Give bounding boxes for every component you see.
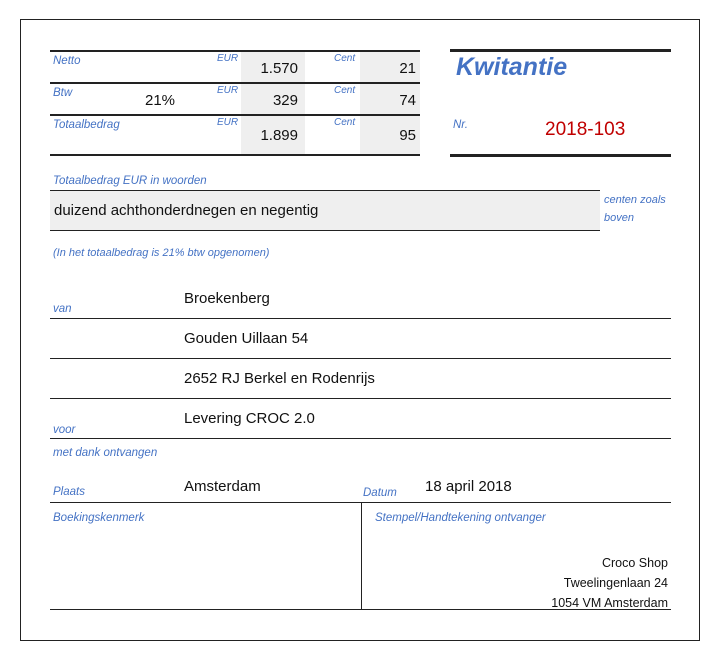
thanks-text: met dank ontvangen xyxy=(53,447,158,459)
page-title: Kwitantie xyxy=(456,53,568,81)
from-line-1: Broekenberg xyxy=(184,290,270,307)
purpose-label: voor xyxy=(53,424,76,436)
from-line-3: 2652 RJ Berkel en Rodenrijs xyxy=(184,370,375,387)
receipt-number: 2018-103 xyxy=(545,119,626,140)
totaal-currency-label: EUR xyxy=(217,117,239,128)
netto-cents: 21 xyxy=(399,60,416,77)
amounts-top-rule xyxy=(50,50,420,52)
netto-currency-label: EUR xyxy=(217,53,239,64)
amounts-rule-2 xyxy=(50,114,420,116)
date-label: Datum xyxy=(363,487,397,499)
cents-note-line1: centen zoals xyxy=(604,194,666,206)
nr-label: Nr. xyxy=(453,119,468,131)
netto-label: Netto xyxy=(53,55,81,67)
btw-currency-label: EUR xyxy=(217,85,239,96)
date-value: 18 april 2018 xyxy=(425,478,512,495)
shop-name: Croco Shop xyxy=(601,556,668,570)
title-bottom-rule xyxy=(450,154,671,157)
from-line-2: Gouden Uillaan 54 xyxy=(184,330,309,347)
words-top-rule xyxy=(50,190,600,191)
amounts-rule-1 xyxy=(50,82,420,84)
stamp-label: Stempel/Handtekening ontvanger xyxy=(375,512,546,524)
totaal-euros: 1.899 xyxy=(260,127,298,144)
place-value: Amsterdam xyxy=(184,478,261,495)
booking-label: Boekingskenmerk xyxy=(53,512,145,524)
totaal-cents: 95 xyxy=(399,127,416,144)
btw-label: Btw xyxy=(53,87,73,99)
shop-city: 1054 VM Amsterdam xyxy=(551,596,668,610)
words-value: duizend achthonderdnegen en negentig xyxy=(54,202,319,219)
purpose-rule xyxy=(50,438,671,439)
shop-street: Tweelingenlaan 24 xyxy=(563,576,668,590)
words-label: Totaalbedrag EUR in woorden xyxy=(53,175,207,187)
btw-cent-label: Cent xyxy=(334,85,356,96)
title-top-rule xyxy=(450,49,671,52)
vat-note: (In het totaalbedrag is 21% btw opgenomen) xyxy=(53,247,270,259)
from-rule-1 xyxy=(50,318,671,319)
purpose-value: Levering CROC 2.0 xyxy=(184,410,315,427)
netto-cent-label: Cent xyxy=(334,53,356,64)
place-label: Plaats xyxy=(53,486,85,498)
netto-euros: 1.570 xyxy=(260,60,298,77)
booking-stamp-divider xyxy=(361,502,362,609)
btw-euros: 329 xyxy=(272,92,298,109)
btw-cents: 74 xyxy=(399,92,416,109)
totaal-cent-label: Cent xyxy=(334,117,356,128)
cents-note-line2: boven xyxy=(604,212,634,224)
from-rule-2 xyxy=(50,358,671,359)
totaal-label: Totaalbedrag xyxy=(53,119,120,131)
from-label: van xyxy=(53,303,72,315)
bottom-rule xyxy=(50,609,671,610)
words-bottom-rule xyxy=(50,230,600,231)
from-rule-3 xyxy=(50,398,671,399)
btw-rate: 21% xyxy=(145,92,176,109)
amounts-bottom-rule xyxy=(50,154,420,156)
